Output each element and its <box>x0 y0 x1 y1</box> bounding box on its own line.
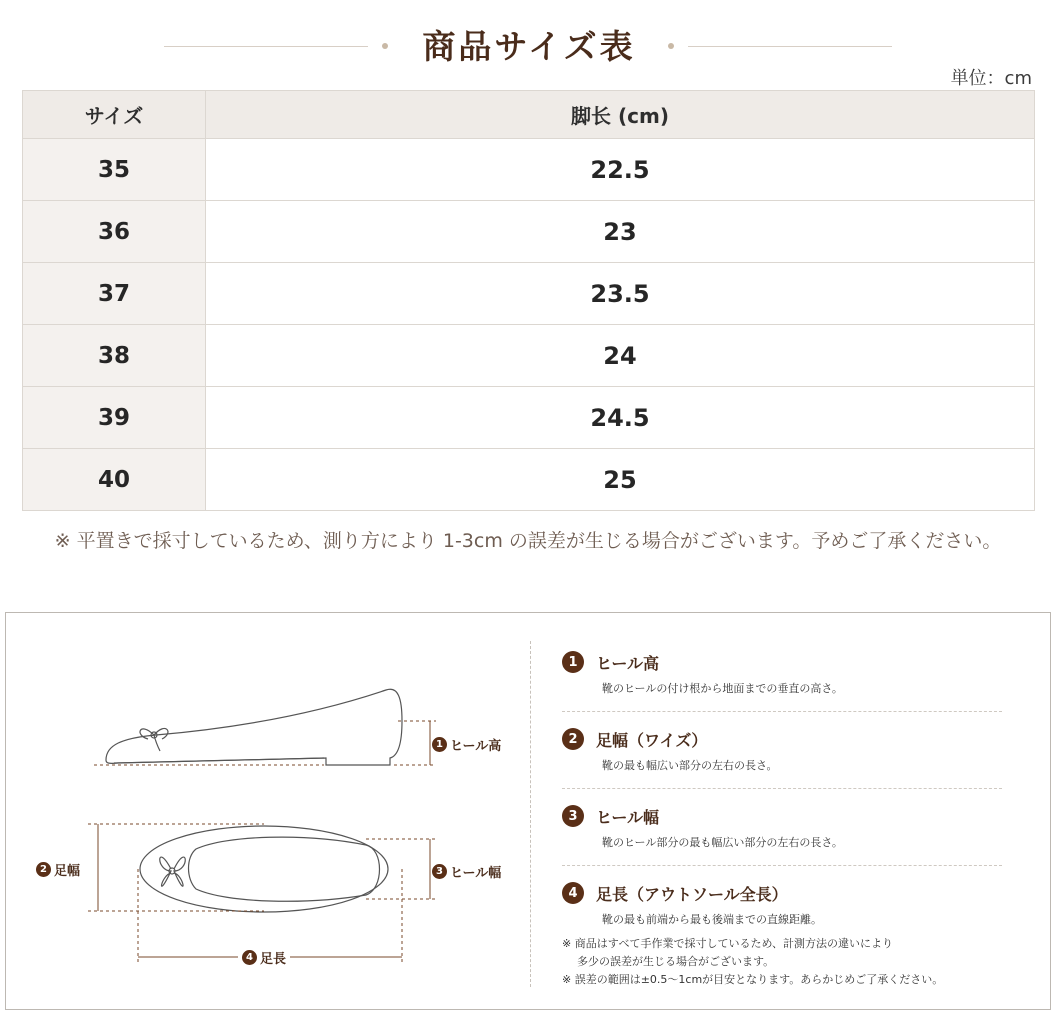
size-table <box>22 90 1035 511</box>
page-title: 商品サイズ表 <box>422 27 636 66</box>
definition-description: 靴のヒール部分の最も幅広い部分の左右の長さ。 <box>602 836 843 849</box>
shoe-side-sole <box>114 758 324 763</box>
size-cell: 37 <box>23 263 206 325</box>
shoe-illustration-area <box>6 613 530 1011</box>
measurement-note: ※ 平置きで採寸しているため、測り方により 1-3cm の誤差が生じる場合がございます。予めご了承ください。 <box>54 530 1002 552</box>
table-row <box>23 387 1035 449</box>
definition-item <box>562 649 1002 712</box>
definition-heading <box>562 649 1002 675</box>
number-badge-icon: 1 <box>562 651 584 673</box>
size-cell: 40 <box>23 449 206 511</box>
definition-description: 靴のヒールの付け根から地面までの垂直の高さ。 <box>602 682 843 695</box>
guide-note-line: 多少の誤差が生じる場合がございます。 <box>577 955 775 968</box>
number-badge-icon: 2 <box>562 728 584 750</box>
unit-label: 単位：cm <box>950 68 1032 89</box>
definition-title: ヒール高 <box>596 653 660 673</box>
table-row <box>23 449 1035 511</box>
title-divider-left <box>164 46 368 47</box>
label-heel-width <box>432 862 501 881</box>
size-cell: 35 <box>23 139 206 201</box>
definition-description: 靴の最も前端から最も後端までの直線距離。 <box>602 913 822 926</box>
shoe-top-outline <box>140 826 388 912</box>
table-row <box>23 201 1035 263</box>
number-badge-icon: 1 <box>432 737 447 752</box>
number-badge-icon: 4 <box>562 882 584 904</box>
label-foot-length <box>238 948 290 967</box>
definition-title: 足幅（ワイズ） <box>596 730 708 750</box>
number-badge-icon: 2 <box>36 862 51 877</box>
panel-divider <box>530 641 531 987</box>
number-badge-icon: 3 <box>432 864 447 879</box>
size-cell: 39 <box>23 387 206 449</box>
definition-item <box>562 726 1002 789</box>
table-row <box>23 325 1035 387</box>
length-cell: 22.5 <box>206 139 1035 201</box>
title-ornament-dot-right <box>668 43 674 49</box>
length-cell: 24 <box>206 325 1035 387</box>
length-cell: 24.5 <box>206 387 1035 449</box>
length-cell: 23 <box>206 201 1035 263</box>
guide-note-line: ※ 商品はすべて手作業で採寸しているため、計測方法の違いにより <box>562 937 894 950</box>
label-foot-width <box>36 860 80 879</box>
definition-heading <box>562 803 1002 829</box>
guide-note-line: ※ 誤差の範囲は±0.5〜1cmが目安となります。あらかじめご了承ください。 <box>562 973 944 986</box>
definition-heading <box>562 726 1002 752</box>
definition-description: 靴の最も幅広い部分の左右の長さ。 <box>602 759 778 772</box>
label-heel-height <box>432 735 501 754</box>
label-heel-width-text: ヒール幅 <box>450 866 502 881</box>
table-row <box>23 263 1035 325</box>
size-cell: 36 <box>23 201 206 263</box>
definition-heading <box>562 880 1002 906</box>
table-row <box>23 139 1035 201</box>
column-header-size: サイズ <box>23 91 206 139</box>
shoe-side-outline <box>106 689 402 765</box>
label-foot-width-text: 足幅 <box>54 864 81 879</box>
title-ornament-dot-left <box>382 43 388 49</box>
definition-item <box>562 880 1002 928</box>
shoe-top-insole <box>189 837 380 901</box>
label-foot-length-text: 足長 <box>260 952 287 967</box>
column-header-length: 脚长 (cm) <box>206 91 1035 139</box>
shoe-top-bow-icon <box>160 857 186 886</box>
length-cell: 23.5 <box>206 263 1035 325</box>
table-header-row <box>23 91 1035 139</box>
number-badge-icon: 4 <box>242 950 257 965</box>
definition-list <box>562 649 1002 928</box>
label-heel-height-text: ヒール高 <box>450 739 502 754</box>
number-badge-icon: 3 <box>562 805 584 827</box>
definition-title: ヒール幅 <box>596 807 660 827</box>
measurement-guide-panel <box>5 612 1051 1010</box>
guide-notes <box>562 935 1032 989</box>
length-cell: 25 <box>206 449 1035 511</box>
size-cell: 38 <box>23 325 206 387</box>
definition-title: 足長（アウトソール全長） <box>596 884 788 904</box>
title-row <box>0 22 1056 72</box>
title-divider-right <box>688 46 892 47</box>
definition-item <box>562 803 1002 866</box>
